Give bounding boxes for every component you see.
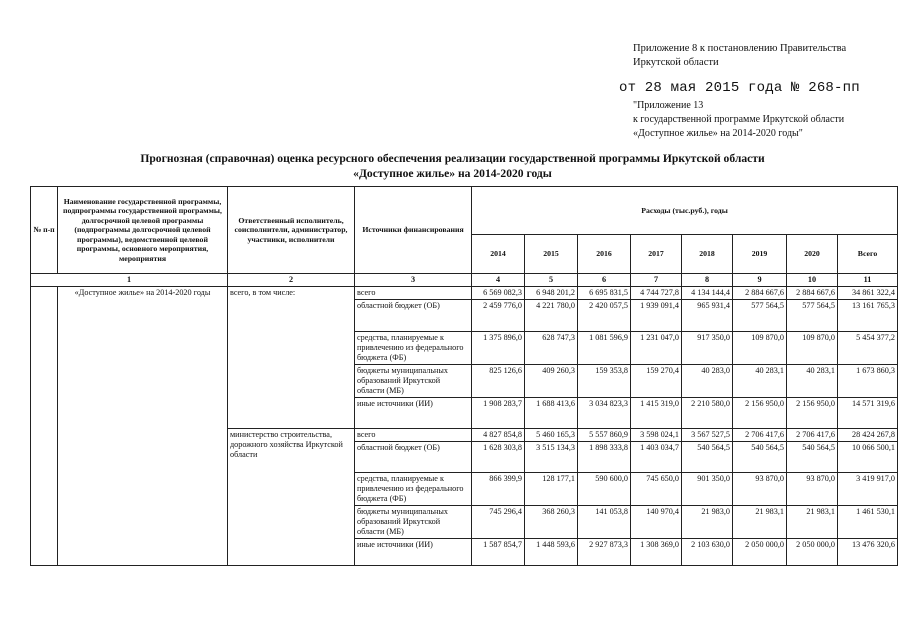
total-cell: 10 066 500,1 [838, 442, 898, 473]
total-cell: 13 161 765,3 [838, 300, 898, 332]
value-cell: 3 598 024,1 [631, 429, 682, 442]
total-cell: 1 673 860,3 [838, 365, 898, 398]
value-cell: 40 283,1 [733, 365, 787, 398]
value-cell: 40 283,0 [682, 365, 733, 398]
value-cell: 409 260,3 [525, 365, 578, 398]
value-cell: 745 296,4 [472, 506, 525, 539]
value-cell: 1 587 854,7 [472, 539, 525, 566]
value-cell: 1 308 369,0 [631, 539, 682, 566]
value-cell: 3 515 134,3 [525, 442, 578, 473]
year-header: 2014 [472, 234, 525, 273]
total-cell: 1 461 530,1 [838, 506, 898, 539]
value-cell: 6 948 201,2 [525, 287, 578, 300]
value-cell: 901 350,0 [682, 473, 733, 506]
year-header: 2015 [525, 234, 578, 273]
year-header: 2020 [787, 234, 838, 273]
value-cell: 1 415 319,0 [631, 398, 682, 429]
row-number-cell [31, 287, 58, 566]
total-cell: 34 861 322,4 [838, 287, 898, 300]
value-cell: 1 081 596,9 [578, 332, 631, 365]
value-cell: 2 210 580,0 [682, 398, 733, 429]
value-cell: 745 650,0 [631, 473, 682, 506]
value-cell: 1 908 283,7 [472, 398, 525, 429]
col-no-header: № п-п [31, 187, 58, 274]
annex-line-2: к государственной программе Иркутской области [633, 114, 845, 125]
col-number: 9 [733, 274, 787, 287]
value-cell: 2 884 667,6 [733, 287, 787, 300]
year-header: 2019 [733, 234, 787, 273]
value-cell: 40 283,1 [787, 365, 838, 398]
value-cell: 21 983,0 [682, 506, 733, 539]
total-cell: 3 419 917,0 [838, 473, 898, 506]
column-numbers-row [31, 274, 898, 287]
value-cell: 2 050 000,0 [733, 539, 787, 566]
program-name-cell: «Доступное жилье» на 2014-2020 годы [58, 287, 228, 566]
value-cell: 159 353,8 [578, 365, 631, 398]
annex-line-1: "Приложение 13 [633, 100, 704, 111]
resource-table [30, 186, 898, 566]
col-number: 11 [838, 274, 898, 287]
value-cell: 5 557 860,9 [578, 429, 631, 442]
table-row [31, 287, 898, 300]
value-cell: 1 898 333,8 [578, 442, 631, 473]
col-number: 7 [631, 274, 682, 287]
source-cell: средства, планируемые к привлечению из федерального бюджета (ФБ) [355, 473, 472, 506]
appendix-line-1: Приложение 8 к постановлению Правительства [633, 43, 847, 54]
value-cell: 590 600,0 [578, 473, 631, 506]
value-cell: 140 970,4 [631, 506, 682, 539]
value-cell: 2 884 667,6 [787, 287, 838, 300]
source-cell: всего [355, 287, 472, 300]
col-number: 2 [228, 274, 355, 287]
value-cell: 109 870,0 [787, 332, 838, 365]
value-cell: 1 939 091,4 [631, 300, 682, 332]
value-cell: 2 706 417,6 [787, 429, 838, 442]
value-cell: 2 927 873,3 [578, 539, 631, 566]
value-cell: 368 260,3 [525, 506, 578, 539]
year-header: 2017 [631, 234, 682, 273]
value-cell: 965 931,4 [682, 300, 733, 332]
value-cell: 2 706 417,6 [733, 429, 787, 442]
source-cell: средства, планируемые к привлечению из федерального бюджета (ФБ) [355, 332, 472, 365]
col-responsible-header: Ответственный исполнитель, соисполнители, администратор, участники, исполнители [228, 187, 355, 274]
value-cell: 5 460 165,3 [525, 429, 578, 442]
total-cell: 14 571 319,6 [838, 398, 898, 429]
value-cell: 1 231 047,0 [631, 332, 682, 365]
responsible-cell: министерство строительства, дорожного хозяйства Иркутской области [228, 429, 355, 566]
title-line-1: Прогнозная (справочная) оценка ресурсного обеспечения реализации государственной программы Иркутской области [140, 152, 765, 165]
col-number: 3 [355, 274, 472, 287]
value-cell: 6 569 082,3 [472, 287, 525, 300]
title-line-2: «Доступное жилье» на 2014-2020 годы [353, 167, 552, 180]
source-cell: бюджеты муниципальных образований Иркутской области (МБ) [355, 506, 472, 539]
value-cell: 6 695 831,5 [578, 287, 631, 300]
value-cell: 93 870,0 [787, 473, 838, 506]
value-cell: 159 270,4 [631, 365, 682, 398]
col-number: 1 [31, 274, 228, 287]
value-cell: 4 827 854,8 [472, 429, 525, 442]
col-number: 5 [525, 274, 578, 287]
source-cell: бюджеты муниципальных образований Иркутской области (МБ) [355, 365, 472, 398]
source-cell: областной бюджет (ОБ) [355, 442, 472, 473]
value-cell: 2 156 950,0 [733, 398, 787, 429]
col-number: 6 [578, 274, 631, 287]
annex-line-3: «Доступное жилье» на 2014-2020 годы" [633, 128, 803, 139]
source-cell: иные источники (ИИ) [355, 539, 472, 566]
appendix-header [633, 42, 898, 70]
value-cell: 4 221 780,0 [525, 300, 578, 332]
value-cell: 109 870,0 [733, 332, 787, 365]
value-cell: 540 564,5 [787, 442, 838, 473]
col-source-header: Источники финансирования [355, 187, 472, 274]
value-cell: 2 459 776,0 [472, 300, 525, 332]
appendix-line-2: Иркутской области [633, 57, 719, 68]
col-name-header: Наименование государственной программы, подпрограммы государственной программы, долгосрочной целевой программы (подпрограммы долгосрочной целевой программы), ведомственной целевой программы, основного мероприятия, мероприятия [58, 187, 228, 274]
annex-header [633, 99, 903, 141]
col-number: 4 [472, 274, 525, 287]
total-cell: 5 454 377,2 [838, 332, 898, 365]
value-cell: 825 126,6 [472, 365, 525, 398]
total-cell: 13 476 320,6 [838, 539, 898, 566]
value-cell: 93 870,0 [733, 473, 787, 506]
col-number: 8 [682, 274, 733, 287]
value-cell: 1 448 593,6 [525, 539, 578, 566]
value-cell: 4 744 727,8 [631, 287, 682, 300]
col-expenses-header: Расходы (тыс.руб.), годы [472, 187, 898, 235]
value-cell: 577 564,5 [787, 300, 838, 332]
value-cell: 577 564,5 [733, 300, 787, 332]
source-cell: областной бюджет (ОБ) [355, 300, 472, 332]
value-cell: 1 628 303,8 [472, 442, 525, 473]
value-cell: 628 747,3 [525, 332, 578, 365]
value-cell: 1 403 034,7 [631, 442, 682, 473]
value-cell: 1 375 896,0 [472, 332, 525, 365]
responsible-cell: всего, в том числе: [228, 287, 355, 429]
value-cell: 21 983,1 [733, 506, 787, 539]
source-cell: всего [355, 429, 472, 442]
value-cell: 1 688 413,6 [525, 398, 578, 429]
year-header: 2018 [682, 234, 733, 273]
value-cell: 866 399,9 [472, 473, 525, 506]
value-cell: 540 564,5 [682, 442, 733, 473]
table-head-row-1 [31, 187, 898, 235]
value-cell: 2 156 950,0 [787, 398, 838, 429]
value-cell: 3 567 527,5 [682, 429, 733, 442]
value-cell: 141 053,8 [578, 506, 631, 539]
source-cell: иные источники (ИИ) [355, 398, 472, 429]
col-number: 10 [787, 274, 838, 287]
total-cell: 28 424 267,8 [838, 429, 898, 442]
value-cell: 2 420 057,5 [578, 300, 631, 332]
value-cell: 4 134 144,4 [682, 287, 733, 300]
value-cell: 917 350,0 [682, 332, 733, 365]
resolution-date: от 28 мая 2015 года № 268-пп [619, 80, 860, 96]
value-cell: 2 103 630,0 [682, 539, 733, 566]
value-cell: 128 177,1 [525, 473, 578, 506]
value-cell: 2 050 000,0 [787, 539, 838, 566]
value-cell: 3 034 823,3 [578, 398, 631, 429]
value-cell: 540 564,5 [733, 442, 787, 473]
document-title [30, 151, 875, 181]
total-header: Всего [838, 234, 898, 273]
year-header: 2016 [578, 234, 631, 273]
value-cell: 21 983,1 [787, 506, 838, 539]
